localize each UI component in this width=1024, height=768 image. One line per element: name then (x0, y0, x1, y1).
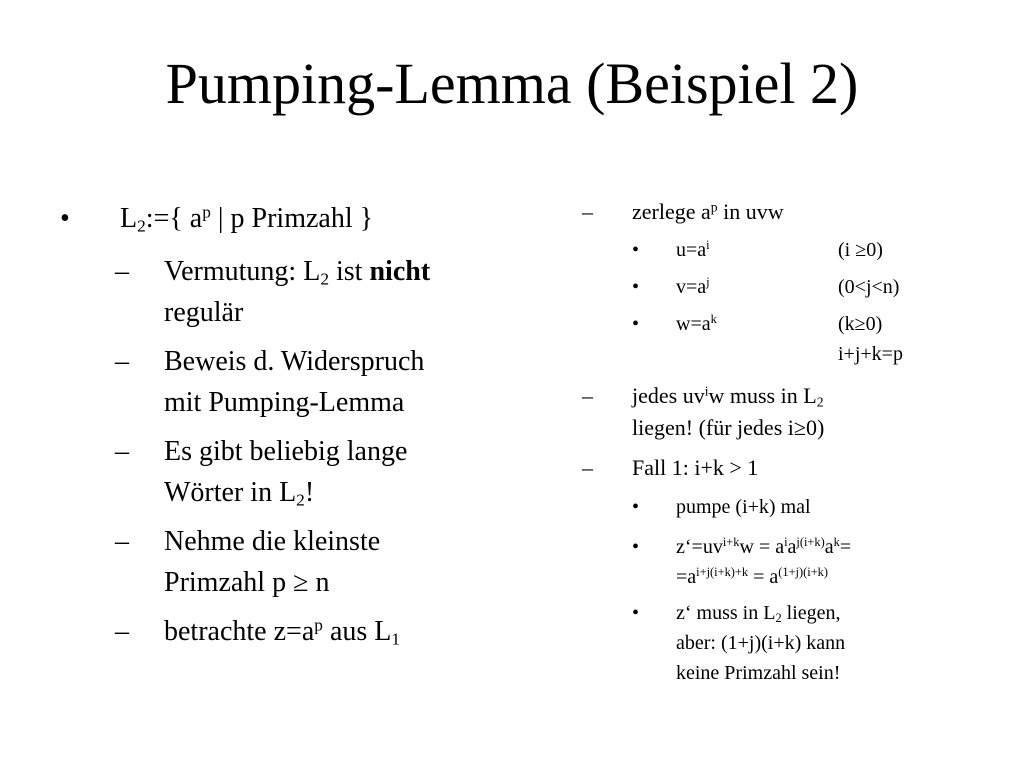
dash: – (582, 383, 593, 408)
zerlege-line: zerlege $a^p$ in uvw (632, 199, 784, 224)
beliebig-line1: Es gibt beliebig lange (164, 436, 408, 467)
muss-line2: aber: (1+j)(i+k) kann (676, 632, 846, 654)
vermutung-line2: regulär (164, 297, 244, 328)
nehme-line2: Primzahl p ≥ n (164, 567, 330, 598)
betrachte-line: betrachte $z=a^p$ aus $L_1$ (164, 615, 401, 649)
sub-dash: – (115, 256, 129, 287)
slide-title: Pumping-Lemma (Beispiel 2) (165, 51, 859, 116)
muss-line3: keine Primzahl sein! (676, 662, 841, 684)
sub-dash: – (115, 526, 129, 557)
beweis-line2: mit Pumping-Lemma (164, 387, 405, 418)
z-equation-line1: $z‘=uv^{i+k}w = a^ia^{j(i+k)}a^k=$ (676, 535, 852, 558)
dash: – (582, 455, 593, 480)
sum-cond: i+j+k=p (838, 343, 903, 365)
v-def: $v=a^j$ (676, 275, 710, 298)
jedes-line1: jedes $uv^iw$ muss in $L_2$ (632, 383, 824, 410)
bullet: • (632, 602, 640, 624)
bullet: • (632, 536, 640, 558)
pumpe-line: pumpe (i+k) mal (676, 496, 811, 518)
u-cond: (i ≥0) (838, 239, 883, 261)
fall-line: Fall 1: i+k > 1 (632, 455, 759, 480)
sub-dash: – (115, 436, 129, 467)
bullet: • (632, 276, 640, 298)
nehme-line1: Nehme die kleinste (164, 526, 381, 557)
sub-dash: – (115, 346, 129, 377)
beliebig-line2: Wörter in $L_2$! (164, 477, 315, 510)
muss-line1: z‘ muss in $L_2$ liegen, (676, 602, 841, 626)
dash: – (582, 199, 593, 224)
z-equation-line2: $=a^{i+j(i+k)+k} = a^{(1+j)(i+k)}$ (676, 565, 829, 588)
language-definition: $L_2:=${ $a^p$ | p Primzahl } (120, 202, 374, 236)
bullet: • (632, 313, 640, 335)
bullet: • (632, 239, 640, 261)
sub-dash: – (115, 616, 129, 647)
v-cond: (0<j<n) (838, 276, 900, 298)
u-def: $u=a^i$ (676, 238, 710, 261)
main-bullet: • (60, 203, 70, 234)
w-def: $w=a^k$ (676, 312, 717, 335)
beweis-line1: Beweis d. Widerspruch (164, 346, 425, 377)
bullet: • (632, 496, 640, 518)
vermutung-line1: Vermutung: $L_2$ ist nicht (164, 256, 431, 289)
jedes-line2: liegen! (für jedes i≥0) (632, 415, 825, 440)
w-cond: (k≥0) (838, 313, 883, 335)
